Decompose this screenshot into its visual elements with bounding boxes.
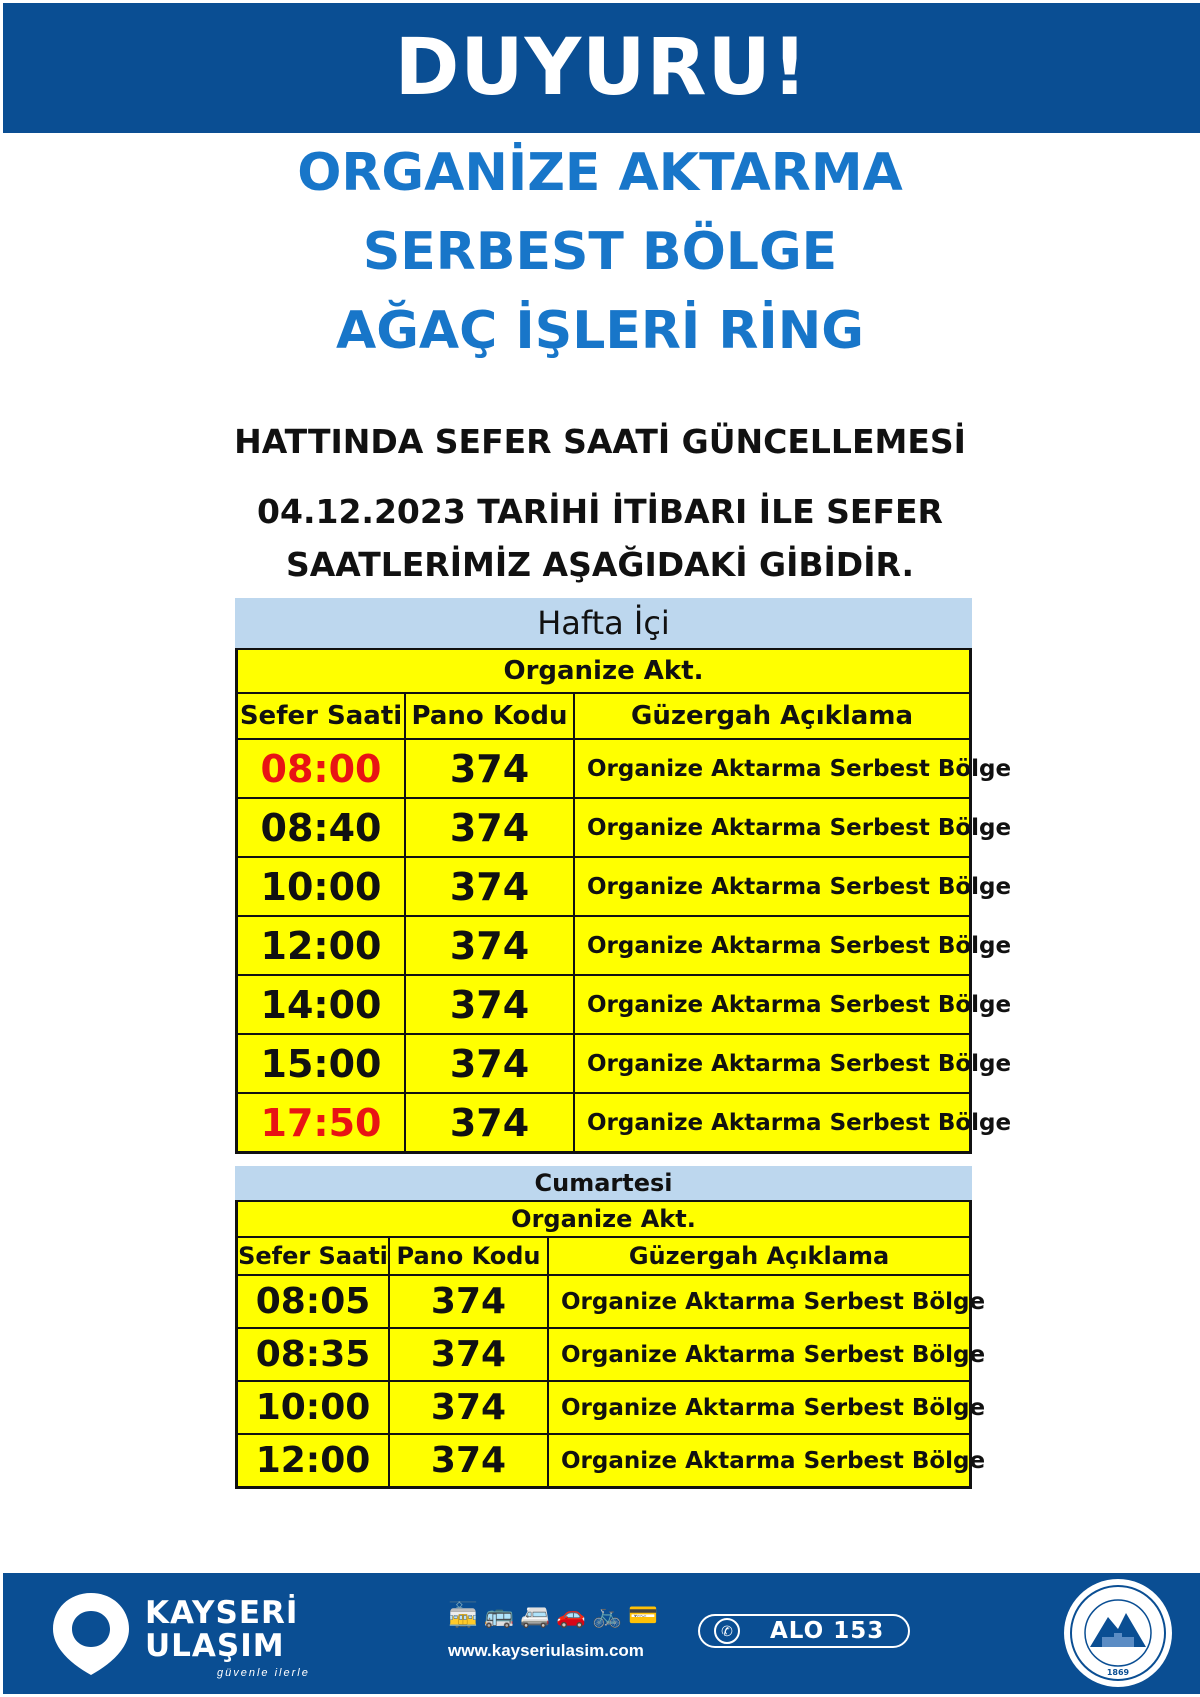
board-code: 374	[390, 1435, 549, 1486]
route-description: Organize Aktarma Serbest Bölge	[587, 814, 1012, 841]
banner-title: DUYURU!	[394, 23, 809, 113]
column-header-route: Güzergah Açıklama	[628, 1242, 890, 1270]
phone-icon: ✆	[714, 1618, 740, 1644]
table-row	[238, 1094, 1012, 1151]
brand-slogan: güvenle ilerle	[217, 1667, 310, 1679]
board-code: 374	[406, 799, 575, 856]
departure-time: 17:50	[238, 1094, 406, 1151]
table-row	[238, 1329, 986, 1382]
board-code: 374	[390, 1329, 549, 1380]
table-row	[238, 740, 1012, 799]
departure-time: 12:00	[238, 1435, 390, 1486]
saturday-day-header: Cumartesi	[235, 1166, 972, 1200]
website-link[interactable]: www.kayseriulasim.com	[448, 1641, 644, 1660]
municipality-seal-icon	[1062, 1577, 1174, 1689]
saturday-column-headers	[238, 1238, 969, 1276]
tram-icon: 🚋	[448, 1601, 478, 1629]
departure-time: 12:00	[238, 917, 406, 974]
minibus-icon: 🚐	[520, 1601, 550, 1629]
table-row	[238, 917, 1012, 976]
card-icon: 💳	[628, 1601, 658, 1629]
weekday-region-header: Organize Akt.	[238, 650, 969, 694]
hotline-number: ALO 153	[770, 1618, 885, 1644]
board-code: 374	[390, 1276, 549, 1327]
saturday-region-header: Organize Akt.	[238, 1202, 969, 1238]
route-description: Organize Aktarma Serbest Bölge	[561, 1341, 986, 1368]
announcement-banner	[3, 3, 1200, 133]
table-row	[238, 858, 1012, 917]
departure-time: 10:00	[238, 1382, 390, 1433]
column-header-route: Güzergah Açıklama	[631, 701, 913, 731]
route-description: Organize Aktarma Serbest Bölge	[587, 873, 1012, 900]
route-description: Organize Aktarma Serbest Bölge	[587, 755, 1012, 782]
table-row	[238, 1435, 986, 1486]
column-header-code: Pano Kodu	[406, 694, 575, 738]
departure-time: 15:00	[238, 1035, 406, 1092]
column-header-code: Pano Kodu	[390, 1238, 549, 1274]
table-row	[238, 1382, 986, 1435]
table-row	[238, 1276, 986, 1329]
departure-time: 10:00	[238, 858, 406, 915]
weekday-schedule-table	[235, 598, 1012, 1154]
subtitle-line-1: HATTINDA SEFER SAATİ GÜNCELLEMESİ	[234, 422, 966, 461]
bicycle-icon: 🚲	[592, 1601, 622, 1629]
hotline-badge[interactable]	[698, 1614, 910, 1648]
route-description: Organize Aktarma Serbest Bölge	[587, 1050, 1012, 1077]
column-header-time: Sefer Saati	[238, 1238, 390, 1274]
seal-year: 1869	[1106, 1668, 1130, 1677]
subtitle-line-3: SAATLERİMİZ AŞAĞIDAKİ GİBİDİR.	[285, 545, 915, 584]
board-code: 374	[406, 1035, 575, 1092]
board-code: 374	[406, 976, 575, 1033]
route-description: Organize Aktarma Serbest Bölge	[561, 1288, 986, 1315]
departure-time: 14:00	[238, 976, 406, 1033]
board-code: 374	[406, 917, 575, 974]
departure-time: 08:00	[238, 740, 406, 797]
bus-icon: 🚌	[484, 1601, 514, 1629]
brand-name-line-2: ULAŞIM	[145, 1628, 285, 1664]
column-header-time: Sefer Saati	[238, 694, 406, 738]
board-code: 374	[406, 740, 575, 797]
brand-name-line-1: KAYSERİ	[145, 1595, 299, 1631]
departure-time: 08:40	[238, 799, 406, 856]
route-description: Organize Aktarma Serbest Bölge	[561, 1447, 986, 1474]
board-code: 374	[406, 858, 575, 915]
board-code: 374	[406, 1094, 575, 1151]
weekday-column-headers	[238, 694, 969, 740]
weekday-day-header: Hafta İçi	[235, 598, 972, 648]
transport-mode-icons	[448, 1598, 658, 1632]
table-row	[238, 1035, 1012, 1094]
route-description: Organize Aktarma Serbest Bölge	[561, 1394, 986, 1421]
table-row	[238, 799, 1012, 858]
subtitle-line-2: 04.12.2023 TARİHİ İTİBARI İLE SEFER	[257, 492, 943, 531]
headline-line-2: SERBEST BÖLGE	[362, 222, 838, 282]
parking-car-icon: 🚗	[556, 1601, 586, 1629]
route-description: Organize Aktarma Serbest Bölge	[587, 1109, 1012, 1136]
footer-bar	[3, 1573, 1200, 1694]
headline-line-1: ORGANİZE AKTARMA	[297, 143, 903, 203]
departure-time: 08:05	[238, 1276, 390, 1327]
route-description: Organize Aktarma Serbest Bölge	[587, 932, 1012, 959]
saturday-table-body	[235, 1200, 986, 1489]
board-code: 374	[390, 1382, 549, 1433]
kayseri-ulasim-logo-icon	[45, 1587, 137, 1679]
headline-line-3: AĞAÇ İŞLERİ RİNG	[336, 301, 864, 361]
saturday-schedule-table	[235, 1166, 986, 1489]
departure-time: 08:35	[238, 1329, 390, 1380]
weekday-table-body	[235, 648, 1012, 1154]
table-row	[238, 976, 1012, 1035]
route-description: Organize Aktarma Serbest Bölge	[587, 991, 1012, 1018]
